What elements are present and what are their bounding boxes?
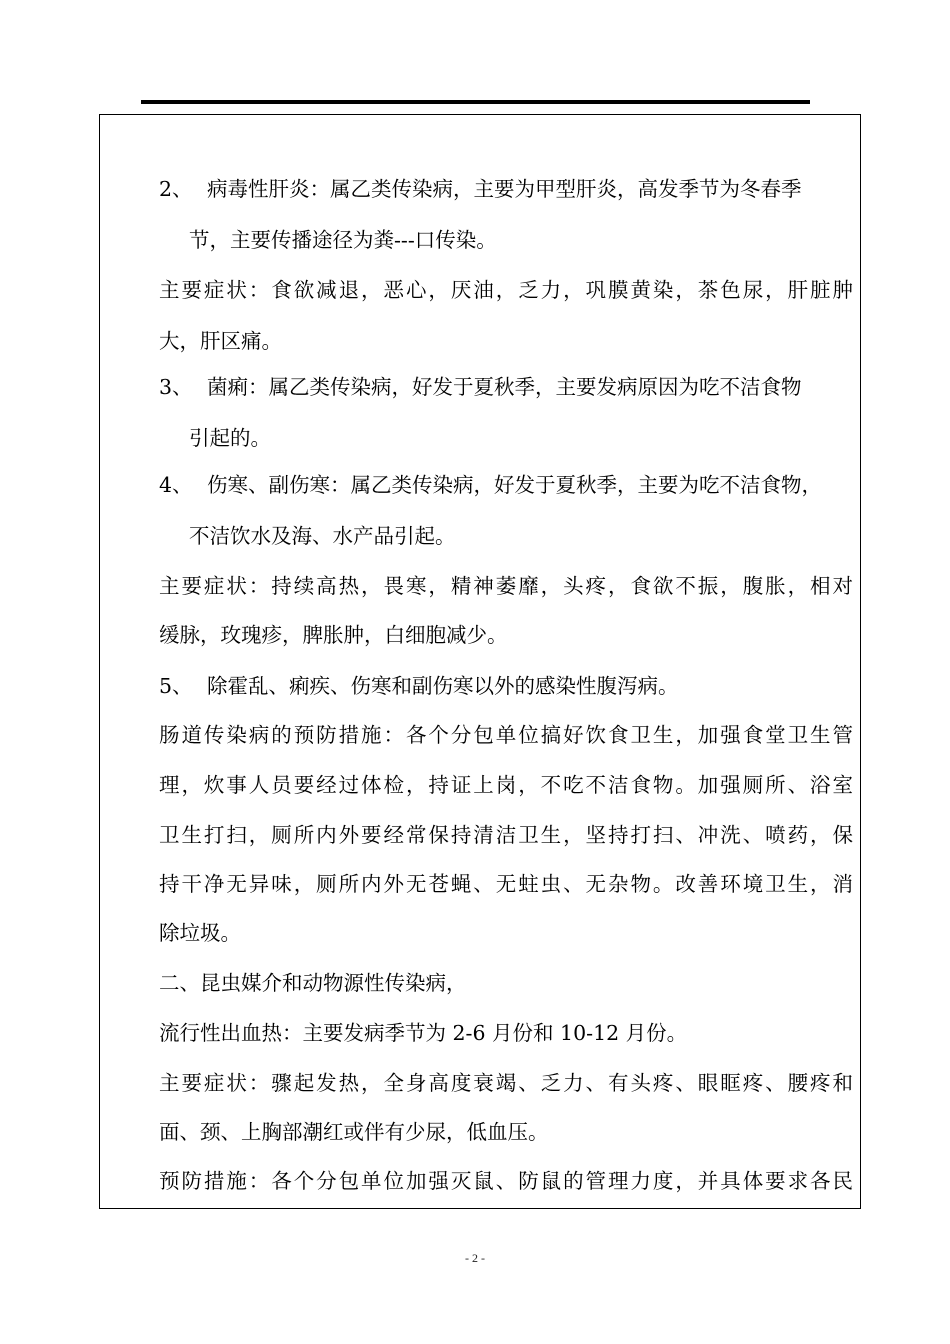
text-line: 流行性出血热：主要发病季节为 2-6 月份和 10-12 月份。 (159, 1021, 688, 1045)
text-line: 不洁饮水及海、水产品引起。 (189, 524, 456, 548)
item-text: 除霍乱、痢疾、伤寒和副伤寒以外的感染性腹泻病。 (207, 674, 679, 698)
list-item-5 (159, 673, 679, 699)
text-line: 主要症状：持续高热，畏寒，精神萎靡，头疼，食欲不振，腹胀，相对 (159, 574, 853, 598)
list-item-4 (159, 472, 822, 498)
text-line: 理，炊事人员要经过体检，持证上岗，不吃不洁食物。加强厕所、浴室 (159, 773, 853, 797)
text-line: 卫生打扫，厕所内外要经常保持清洁卫生，坚持打扫、冲洗、喷药，保 (159, 823, 853, 847)
text-line: 缓脉，玫瑰疹，脾胀肿，白细胞减少。 (159, 623, 508, 647)
text-line: 节，主要传播途径为粪---口传染。 (189, 228, 497, 252)
text-line: 面、颈、上胸部潮红或伴有少尿，低血压。 (159, 1120, 549, 1144)
item-text: 病毒性肝炎：属乙类传染病，主要为甲型肝炎，高发季节为冬春季 (207, 177, 802, 201)
item-text: 伤寒、副伤寒：属乙类传染病，好发于夏秋季，主要为吃不洁食物， (207, 473, 822, 497)
content-box (99, 114, 861, 1209)
list-item-2 (159, 176, 802, 202)
text-line: 持干净无异味，厕所内外无苍蝇、无蛀虫、无杂物。改善环境卫生，消 (159, 872, 853, 896)
text-line: 肠道传染病的预防措施：各个分包单位搞好饮食卫生，加强食堂卫生管 (159, 723, 853, 747)
page-number: - 2 - (465, 1251, 485, 1265)
item-number: 4、 (159, 473, 193, 497)
text-line: 主要症状：骤起发热，全身高度衰竭、乏力、有头疼、眼眶疼、腰疼和 (159, 1071, 853, 1095)
text-line: 引起的。 (189, 426, 271, 450)
item-number: 2、 (159, 177, 193, 201)
text-line: 主要症状：食欲减退，恶心，厌油，乏力，巩膜黄染，茶色尿，肝脏肿 (159, 278, 853, 302)
text-line: 除垃圾。 (159, 921, 241, 945)
item-text: 菌痢：属乙类传染病，好发于夏秋季，主要发病原因为吃不洁食物 (207, 375, 802, 399)
text-line: 大，肝区痛。 (159, 329, 282, 353)
item-number: 3、 (159, 375, 193, 399)
list-item-3 (159, 374, 802, 400)
section-heading: 二、昆虫媒介和动物源性传染病， (159, 971, 467, 995)
header-rule (141, 100, 810, 104)
text-line: 预防措施：各个分包单位加强灭鼠、防鼠的管理力度，并具体要求各民 (159, 1169, 853, 1193)
item-number: 5、 (159, 674, 193, 698)
